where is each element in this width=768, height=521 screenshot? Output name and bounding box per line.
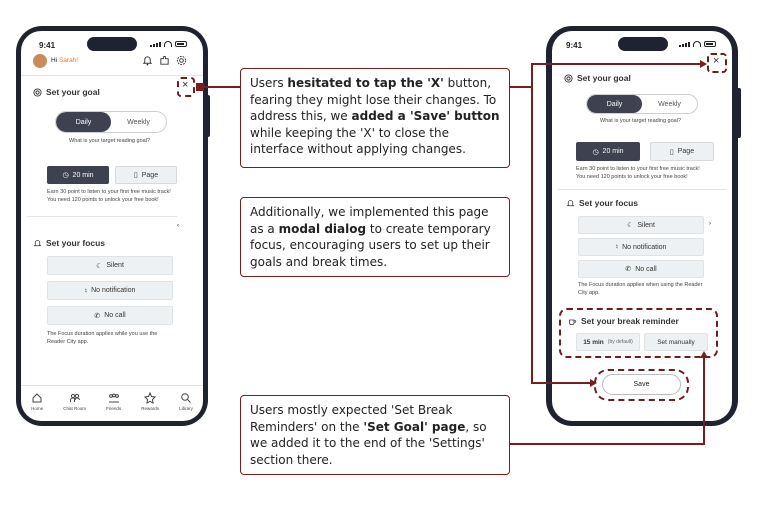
- page-button[interactable]: ▯ Page: [115, 166, 177, 184]
- status-icons: [150, 41, 187, 47]
- duration-button[interactable]: ◷ 20 min: [576, 142, 640, 161]
- connector-break-h: [509, 443, 704, 445]
- friends-icon: [108, 392, 120, 404]
- break-default-button[interactable]: 15 min (by default): [576, 333, 640, 351]
- goal-section-title: Set your goal: [33, 87, 100, 97]
- clock-icon: ◷: [592, 148, 599, 156]
- focus-mode-no-notification[interactable]: ♮ No notification: [578, 238, 704, 256]
- status-icons: [679, 41, 716, 47]
- battery-icon: [175, 41, 187, 47]
- left-phone-side-button: [206, 95, 210, 137]
- callout-break-reminder: Users mostly expected 'Set Break Reminders' on the 'Set Goal' page, so we added it to the end of the 'Settings' section there.: [240, 395, 510, 475]
- section-divider: [27, 216, 177, 217]
- focus-mode-no-call[interactable]: ✆ No call: [47, 306, 173, 325]
- focus-section-title: Set your focus: [33, 238, 105, 248]
- connector-close-right-h1: [509, 86, 532, 88]
- home-icon: [31, 392, 43, 404]
- nav-home[interactable]: Home: [31, 392, 43, 411]
- need-text: You need 120 points to unlock your free book!: [576, 174, 688, 180]
- page-button[interactable]: ▯ Page: [650, 142, 714, 161]
- goal-section-title: Set your goal: [564, 73, 631, 83]
- right-phone-screen: [552, 31, 732, 421]
- bottom-nav: [21, 385, 203, 411]
- battery-icon: [704, 41, 716, 47]
- save-button[interactable]: Save: [602, 374, 681, 395]
- goal-question: What is your target reading goal?: [600, 118, 682, 124]
- dynamic-island: [87, 37, 137, 51]
- scroll-indicator: ‹: [177, 223, 179, 229]
- focus-note-line1: The Focus duration applies while you use the: [47, 331, 158, 337]
- connector-save-v: [531, 87, 533, 383]
- close-icon[interactable]: ×: [182, 79, 189, 91]
- period-toggle[interactable]: [586, 94, 698, 114]
- target-icon: [33, 88, 42, 97]
- bell-icon: [33, 239, 42, 248]
- target-icon: [564, 74, 573, 83]
- signal-icon: [679, 42, 690, 47]
- phone-off-icon: ✆: [625, 266, 632, 273]
- focus-mode-silent[interactable]: ☾ Silent: [578, 216, 704, 234]
- header-divider: [21, 75, 203, 76]
- tab-daily[interactable]: Daily: [587, 95, 642, 113]
- nav-rewards[interactable]: Rewards: [141, 392, 159, 411]
- gear-icon[interactable]: [176, 55, 187, 66]
- search-icon: [180, 392, 192, 404]
- goal-question: What is your target reading goal?: [69, 138, 151, 144]
- bell-off-icon: ♮: [84, 287, 88, 295]
- greeting: Hi Sarah!: [51, 57, 79, 64]
- break-set-manually-button[interactable]: Set manually: [644, 333, 708, 351]
- focus-note-line1: The Focus duration applies when using the Reader: [578, 282, 703, 288]
- focus-note-line2: Reader City app.: [47, 339, 89, 345]
- bell-off-icon: ♮: [615, 244, 619, 251]
- dynamic-island: [618, 37, 668, 51]
- left-phone-screen: [21, 31, 203, 421]
- close-icon[interactable]: ×: [713, 55, 720, 67]
- people-icon: [69, 392, 81, 404]
- status-time: 9:41: [39, 41, 56, 50]
- period-toggle[interactable]: [55, 111, 167, 133]
- earn-text: Earn 30 point to listen to your first free music track!: [576, 166, 700, 172]
- bell-icon[interactable]: [142, 55, 153, 66]
- connector-close-left: [199, 86, 241, 88]
- scroll-indicator: ›: [709, 221, 711, 227]
- arrow-head-save: [590, 379, 597, 387]
- break-reminder-title: Set your break reminder: [568, 316, 679, 326]
- signal-icon: [150, 42, 161, 47]
- nav-friends[interactable]: Friends: [106, 392, 121, 411]
- wifi-icon: [164, 41, 172, 47]
- arrow-head-close: [700, 60, 707, 68]
- book-icon: ▯: [669, 148, 674, 156]
- connector-close-right-h2: [531, 63, 700, 65]
- focus-mode-no-call[interactable]: ✆ No call: [578, 260, 704, 278]
- arrow-head-break: [700, 351, 708, 358]
- nav-chat-room[interactable]: Chat Room: [63, 392, 86, 411]
- need-text: You need 120 points to unlock your free book!: [47, 197, 159, 203]
- wifi-icon: [693, 41, 701, 47]
- duration-button[interactable]: ◷ 20 min: [47, 166, 109, 184]
- avatar[interactable]: [33, 54, 47, 68]
- focus-mode-silent[interactable]: ☾ Silent: [47, 256, 173, 275]
- tab-weekly[interactable]: Weekly: [127, 118, 150, 126]
- moon-icon: ☾: [96, 262, 103, 270]
- moon-icon: ☾: [627, 222, 634, 229]
- callout-modal-dialog: Additionally, we implemented this page as a modal dialog to create temporary focus, encouraging users to set up their goals and break times.: [240, 197, 510, 277]
- right-phone-side-button: [736, 88, 741, 138]
- tab-weekly[interactable]: Weekly: [658, 100, 681, 108]
- earn-text: Earn 30 point to listen to your first free music track!: [47, 189, 171, 195]
- connector-break-v: [703, 357, 705, 445]
- rewards-icon: [144, 392, 156, 404]
- coffee-icon: [568, 317, 577, 326]
- book-icon: ▯: [133, 172, 138, 179]
- section-divider: [558, 189, 726, 190]
- bell-icon: [566, 199, 575, 208]
- nav-library[interactable]: Library: [179, 392, 193, 411]
- connector-save-h: [531, 382, 591, 384]
- focus-note-line2: City app.: [578, 290, 600, 296]
- focus-section-title: Set your focus: [566, 198, 638, 208]
- clock-icon: ◷: [62, 172, 69, 179]
- connector-close-right-v: [531, 63, 533, 87]
- puzzle-icon[interactable]: [159, 55, 170, 66]
- tab-daily[interactable]: Daily: [56, 112, 111, 132]
- callout-save-button: Users hesitated to tap the 'X' button, fearing they might lose their changes. To address this, we added a 'Save' button while keeping the 'X' to close the interface without applying changes.: [240, 68, 510, 168]
- phone-off-icon: ✆: [94, 312, 101, 320]
- focus-mode-no-notification[interactable]: ♮ No notification: [47, 281, 173, 300]
- status-time: 9:41: [566, 41, 583, 50]
- connector-dot: [196, 83, 204, 91]
